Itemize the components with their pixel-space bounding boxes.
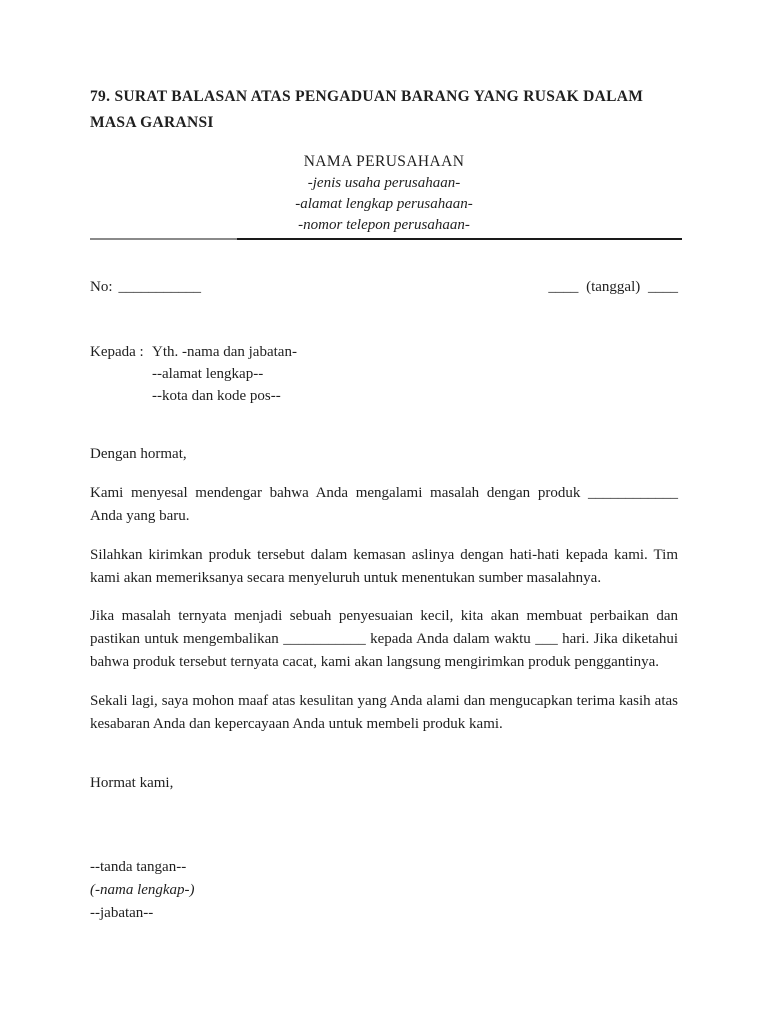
company-phone: -nomor telepon perusahaan- bbox=[298, 217, 470, 233]
date-value-blank: ____ bbox=[648, 279, 678, 295]
body-paragraph-3: Jika masalah ternyata menjadi sebuah penyesuaian kecil, kita akan membuat perbaikan dan pastikan untuk mengembalikan ___________ kepada Anda dalam waktu ___ hari. Jika diketahui bahwa produk tersebut ternyata cacat, kami akan langsung mengirimkan produk penggantinya. bbox=[90, 608, 678, 670]
reference-number-label: No: bbox=[90, 279, 113, 295]
body-paragraph-2: Silahkan kirimkan produk tersebut dalam kemasan aslinya dengan hati-hati kepada kami. Tim kami akan memeriksanya secara menyeluruh untuk menentukan sumber masalahnya. bbox=[90, 547, 678, 586]
signature-title: --jabatan-- bbox=[90, 905, 154, 921]
recipient-name-line: Yth. -nama dan jabatan- bbox=[152, 344, 297, 360]
date-place-blank: ____ bbox=[548, 279, 579, 295]
reference-date-row bbox=[90, 276, 678, 299]
reference-number-blank: ___________ bbox=[118, 279, 201, 295]
letterhead-divider-rule bbox=[90, 238, 682, 240]
recipient-block bbox=[90, 341, 678, 407]
date-label: (tanggal) bbox=[586, 279, 641, 295]
signature-block bbox=[90, 856, 678, 925]
company-name: NAMA PERUSAHAAN bbox=[303, 153, 465, 170]
closing-phrase: Hormat kami, bbox=[90, 775, 174, 791]
reference-number-line bbox=[90, 276, 207, 299]
body-paragraph-1: Kami menyesal mendengar bahwa Anda mengalami masalah dengan produk ____________ Anda yang baru. bbox=[90, 485, 678, 524]
signature-line: --tanda tangan-- bbox=[90, 859, 187, 875]
company-address: -alamat lengkap perusahaan- bbox=[295, 196, 473, 212]
document-heading: 79. SURAT BALASAN ATAS PENGADUAN BARANG YANG RUSAK DALAM MASA GARANSI bbox=[90, 88, 644, 131]
salutation: Dengan hormat, bbox=[90, 446, 187, 462]
recipient-city-line: --kota dan kode pos-- bbox=[152, 388, 281, 404]
body-paragraph-4: Sekali lagi, saya mohon maaf atas kesulitan yang Anda alami dan mengucapkan terima kasih atas kesabaran Anda dan kepercayaan Anda untuk membeli produk kami. bbox=[90, 693, 678, 732]
recipient-label: Kepada : bbox=[90, 344, 144, 360]
company-business-type: -jenis usaha perusahaan- bbox=[307, 175, 461, 191]
recipient-lines bbox=[152, 341, 297, 407]
letterhead bbox=[90, 150, 678, 236]
signature-full-name: (-nama lengkap-) bbox=[90, 882, 195, 898]
recipient-address-line: --alamat lengkap-- bbox=[152, 366, 264, 382]
date-line bbox=[548, 276, 678, 299]
